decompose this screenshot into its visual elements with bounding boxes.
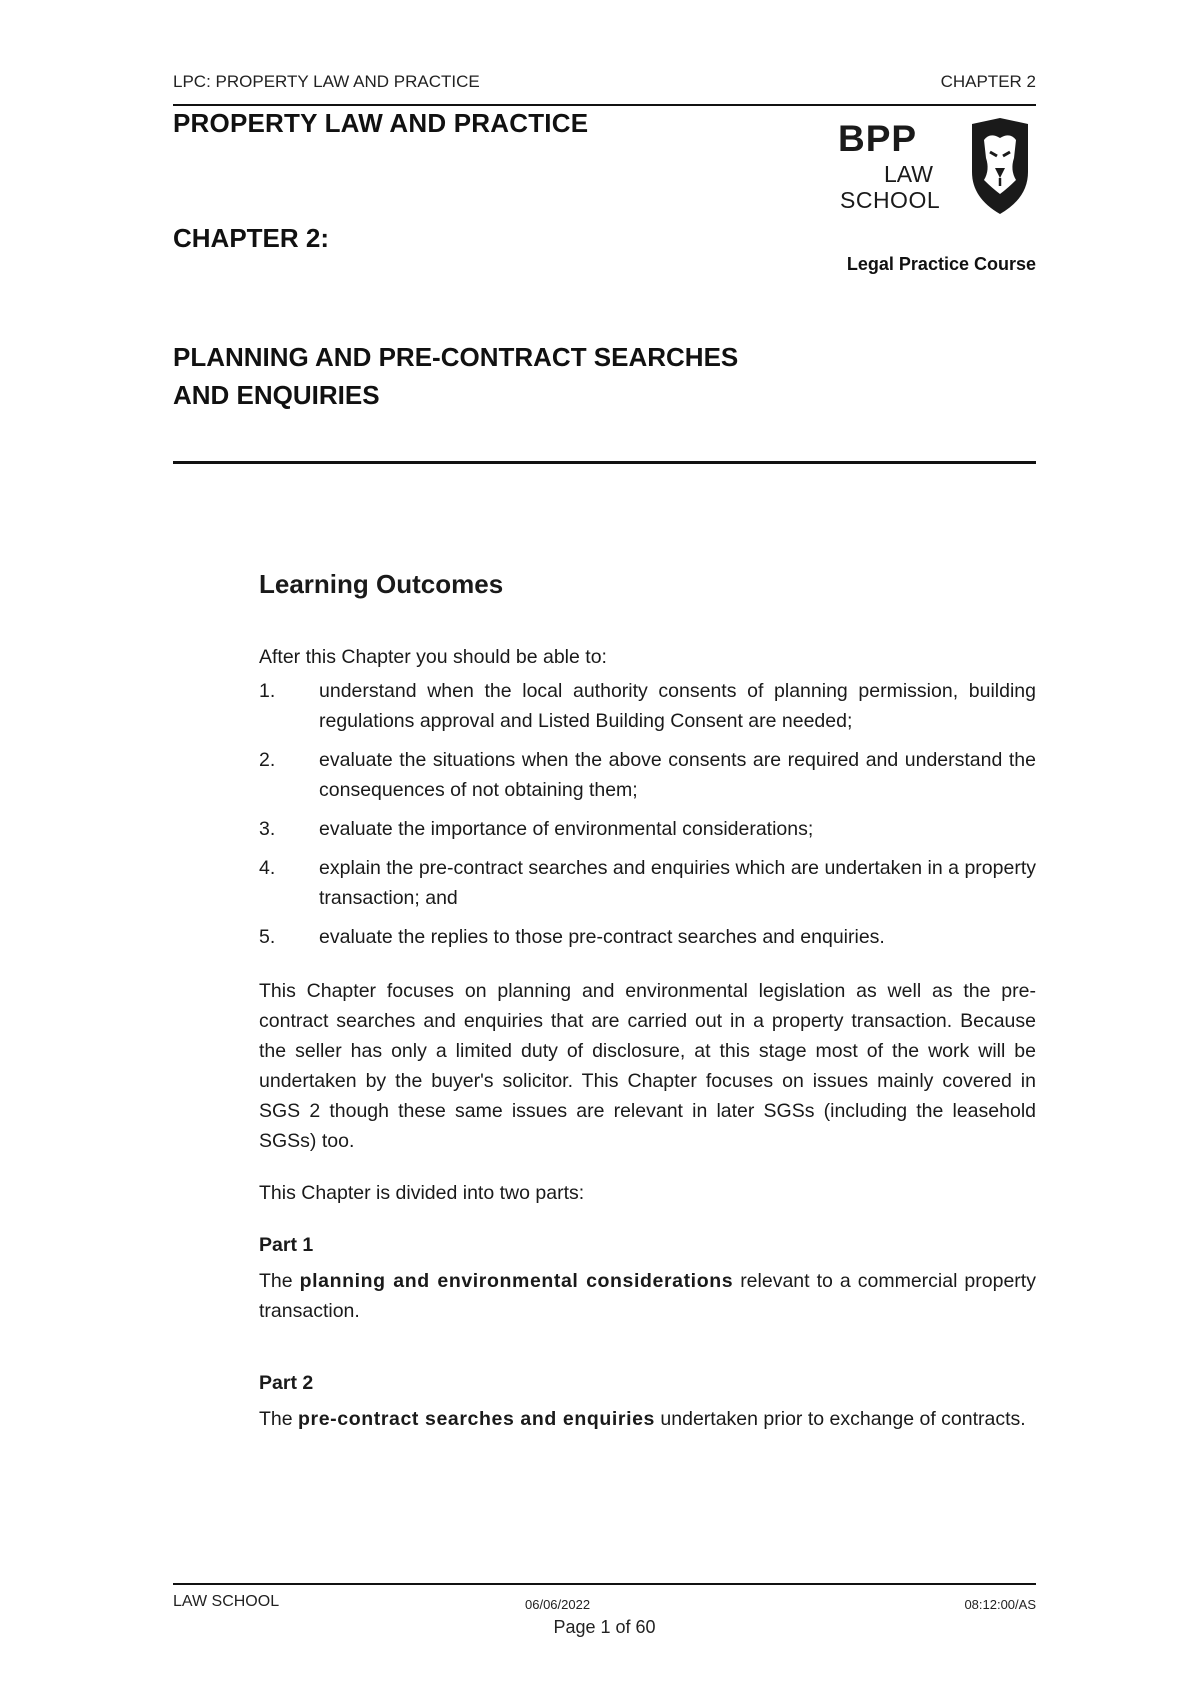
list-item-number: 3. [259,818,276,840]
header-chapter: CHAPTER 2 [940,72,1036,91]
list-item-number: 5. [259,926,276,948]
list-item [259,814,1036,844]
lion-head-icon [964,118,1036,214]
learning-outcomes-list [259,676,1036,952]
list-item [259,745,1036,805]
part-1-label: Part 1 [259,1234,314,1256]
course-label: Legal Practice Course [846,254,1036,274]
document-title: PROPERTY LAW AND PRACTICE [173,108,589,138]
part-2-prefix: The [259,1408,299,1430]
logo-line-school: SCHOOL [840,187,941,213]
logo-brand: BPP [838,118,918,159]
footer-school: LAW SCHOOL [173,1593,280,1610]
part-2-label: Part 2 [259,1372,314,1394]
part-1-emphasis: planning and environmental considerations [299,1270,734,1292]
list-item [259,853,1036,913]
learning-outcomes-heading: Learning Outcomes [259,569,504,599]
footer-time: 08:12:00/AS [964,1597,1036,1612]
list-item-text: understand when the local authority consents of planning permission, building regulations approval and Listed Building Consent are needed; [319,680,1036,732]
page-number: Page 1 of 60 [553,1617,656,1637]
list-item-text: evaluate the situations when the above consents are required and understand the consequences of not obtaining them; [319,749,1036,801]
chapter-heading-line2: AND ENQUIRIES [173,380,380,410]
part-2-emphasis: pre-contract searches and enquiries [298,1408,655,1430]
list-item-text: evaluate the replies to those pre-contract searches and enquiries. [319,926,885,948]
header-divider [173,104,1036,106]
bpp-law-school-logo [838,118,1036,214]
page-footer [173,1593,1036,1653]
footer-divider [173,1583,1036,1585]
list-item-number: 2. [259,749,276,771]
footer-date: 06/06/2022 [525,1597,591,1612]
chapter-parts-intro: This Chapter is divided into two parts: [259,1182,585,1204]
list-item-number: 1. [259,680,276,702]
chapter-heading-line1: PLANNING AND PRE-CONTRACT SEARCHES [173,342,739,372]
list-item-number: 4. [259,857,276,879]
list-item [259,922,1036,952]
part-1-suffix: relevant to a commercial property transaction. [259,1270,1036,1322]
header-course-title: LPC: PROPERTY LAW AND PRACTICE [173,72,480,91]
learning-outcomes-intro: After this Chapter you should be able to: [259,646,607,668]
part-1-prefix: The [259,1270,300,1292]
chapter-heading [173,338,873,414]
logo-line-law: LAW [884,161,933,187]
chapter-content [259,566,1036,1434]
section-divider [173,461,1036,464]
list-item-text: explain the pre-contract searches and enquiries which are undertaken in a property transaction; and [319,857,1036,909]
part-2-description [259,1404,1036,1434]
chapter-label: CHAPTER 2: [173,223,330,253]
list-item-text: evaluate the importance of environmental considerations; [319,818,814,840]
list-item [259,676,1036,736]
chapter-overview-paragraph: This Chapter focuses on planning and environmental legislation as well as the pre-contract searches and enquiries that are carried out in a property transaction. Because the seller has only a limited duty of disclosure, at this stage most of the work will be undertaken by the buyer's solicitor. This Chapter focuses on issues mainly covered in SGS 2 though these same issues are relevant in later SGSs (including the leasehold SGSs) too. [259,980,1036,1152]
part-1-description [259,1266,1036,1326]
part-2-suffix: undertaken prior to exchange of contracts. [655,1408,1026,1430]
